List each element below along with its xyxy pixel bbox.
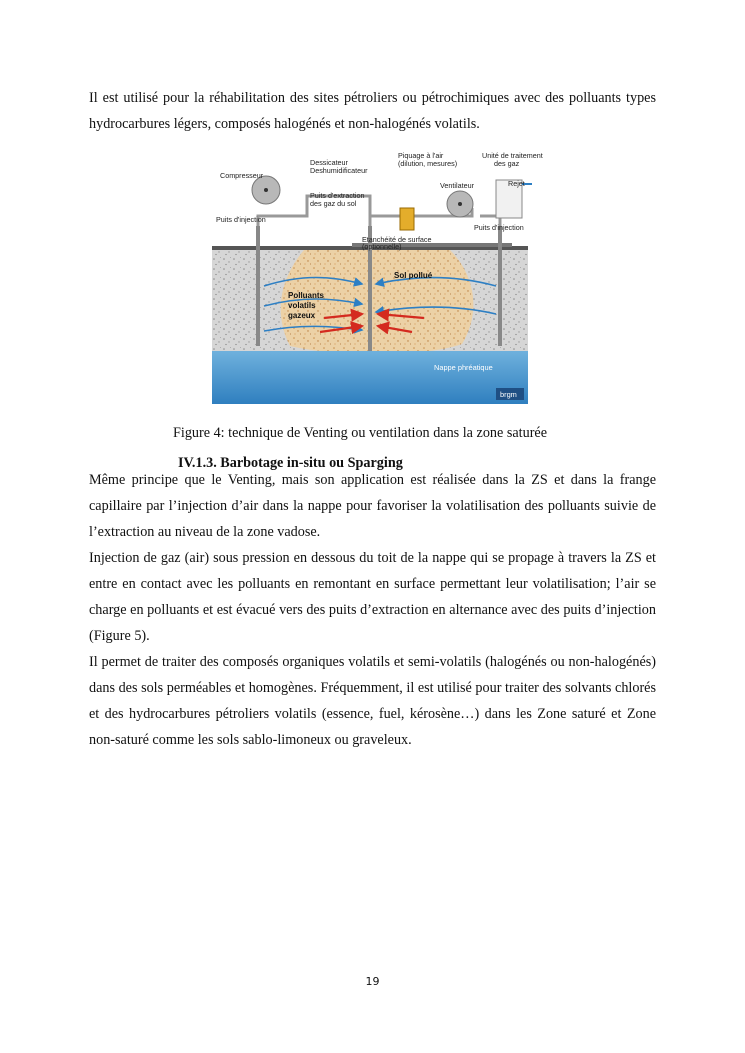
label-piquage: Piquage à l'air <box>398 151 444 160</box>
label-puits-injection-right: Puits d'injection <box>474 223 524 232</box>
body-paragraph: Injection de gaz (air) sous pression en dessous du toit de la nappe qui se propage à travers la ZS et entre en contact avec les polluants en remontant en surface permettant leur volatilisation; l’air se charge en polluants et est évacué vers des puits d’extraction en alternance avec des puits d’injection (Figure 5). <box>89 550 656 644</box>
label-optionnelle: (optionnelle) <box>362 242 402 251</box>
injection-well-right <box>498 226 502 346</box>
label-gazeux: gazeux <box>288 311 316 320</box>
brgm-logo: brgm <box>500 390 517 399</box>
venting-diagram-svg <box>212 146 543 404</box>
intro-paragraph: Il est utilisé pour la réhabilitation des sites pétroliers ou pétrochimiques avec des polluants types hydrocarbures légers, composés halogénés et non-halogénés volatils. <box>89 90 656 132</box>
section-heading: IV.1.3. Barbotage in-situ ou Sparging <box>178 455 403 471</box>
label-sol-pollue: Sol pollué <box>394 271 433 280</box>
label-des-gaz: des gaz <box>494 159 520 168</box>
label-puits-injection-left: Puits d'injection <box>216 215 266 224</box>
desiccator-icon <box>400 208 414 230</box>
label-dessicateur: Dessicateur <box>310 158 348 167</box>
label-compresseur: Compresseur <box>220 171 264 180</box>
label-polluants: Polluants <box>288 291 325 300</box>
water-table <box>212 351 528 404</box>
label-volatils: volatils <box>288 301 316 310</box>
label-rejet: Rejet <box>508 179 525 188</box>
page-number: 19 <box>365 975 380 988</box>
fan-hub <box>458 202 462 206</box>
label-etancheite: Etanchéité de surface <box>362 235 432 244</box>
injection-well-left <box>256 226 260 346</box>
venting-diagram <box>212 146 543 404</box>
body-paragraph: Même principe que le Venting, mais son application est réalisée dans la ZS et dans la frange capillaire par l’injection d’air dans la nappe pour favoriser la volatilisation des polluants suivie de l’extraction au niveau de la zone vadose. <box>89 472 656 540</box>
label-deshumidificateur: Deshumidificateur <box>310 166 368 175</box>
label-piquage-detail: (dilution, mesures) <box>398 159 458 168</box>
label-puits-extraction: Puits d'extraction <box>310 191 365 200</box>
label-ventilateur: Ventilateur <box>440 181 474 190</box>
label-nappe: Nappe phréatique <box>434 363 493 372</box>
label-unite-traitement: Unité de traitement <box>482 151 543 160</box>
body-paragraph: Il permet de traiter des composés organiques volatils et semi-volatils (halogénés ou non-halogénés) dans des sols perméables et homogènes. Fréquemment, il est utilisé pour traiter des solvants chlorés et des hydrocarbures pétroliers volatils (essence, fuel, kérosène…) dans les Zone saturé et Zone non-saturé comme les sols sablo-limoneux ou graveleux. <box>89 654 656 748</box>
figure-caption: Figure 4: technique de Venting ou ventilation dans la zone saturée <box>173 425 548 441</box>
label-gaz-du-sol: des gaz du sol <box>310 199 357 208</box>
compressor-hub <box>264 188 268 192</box>
